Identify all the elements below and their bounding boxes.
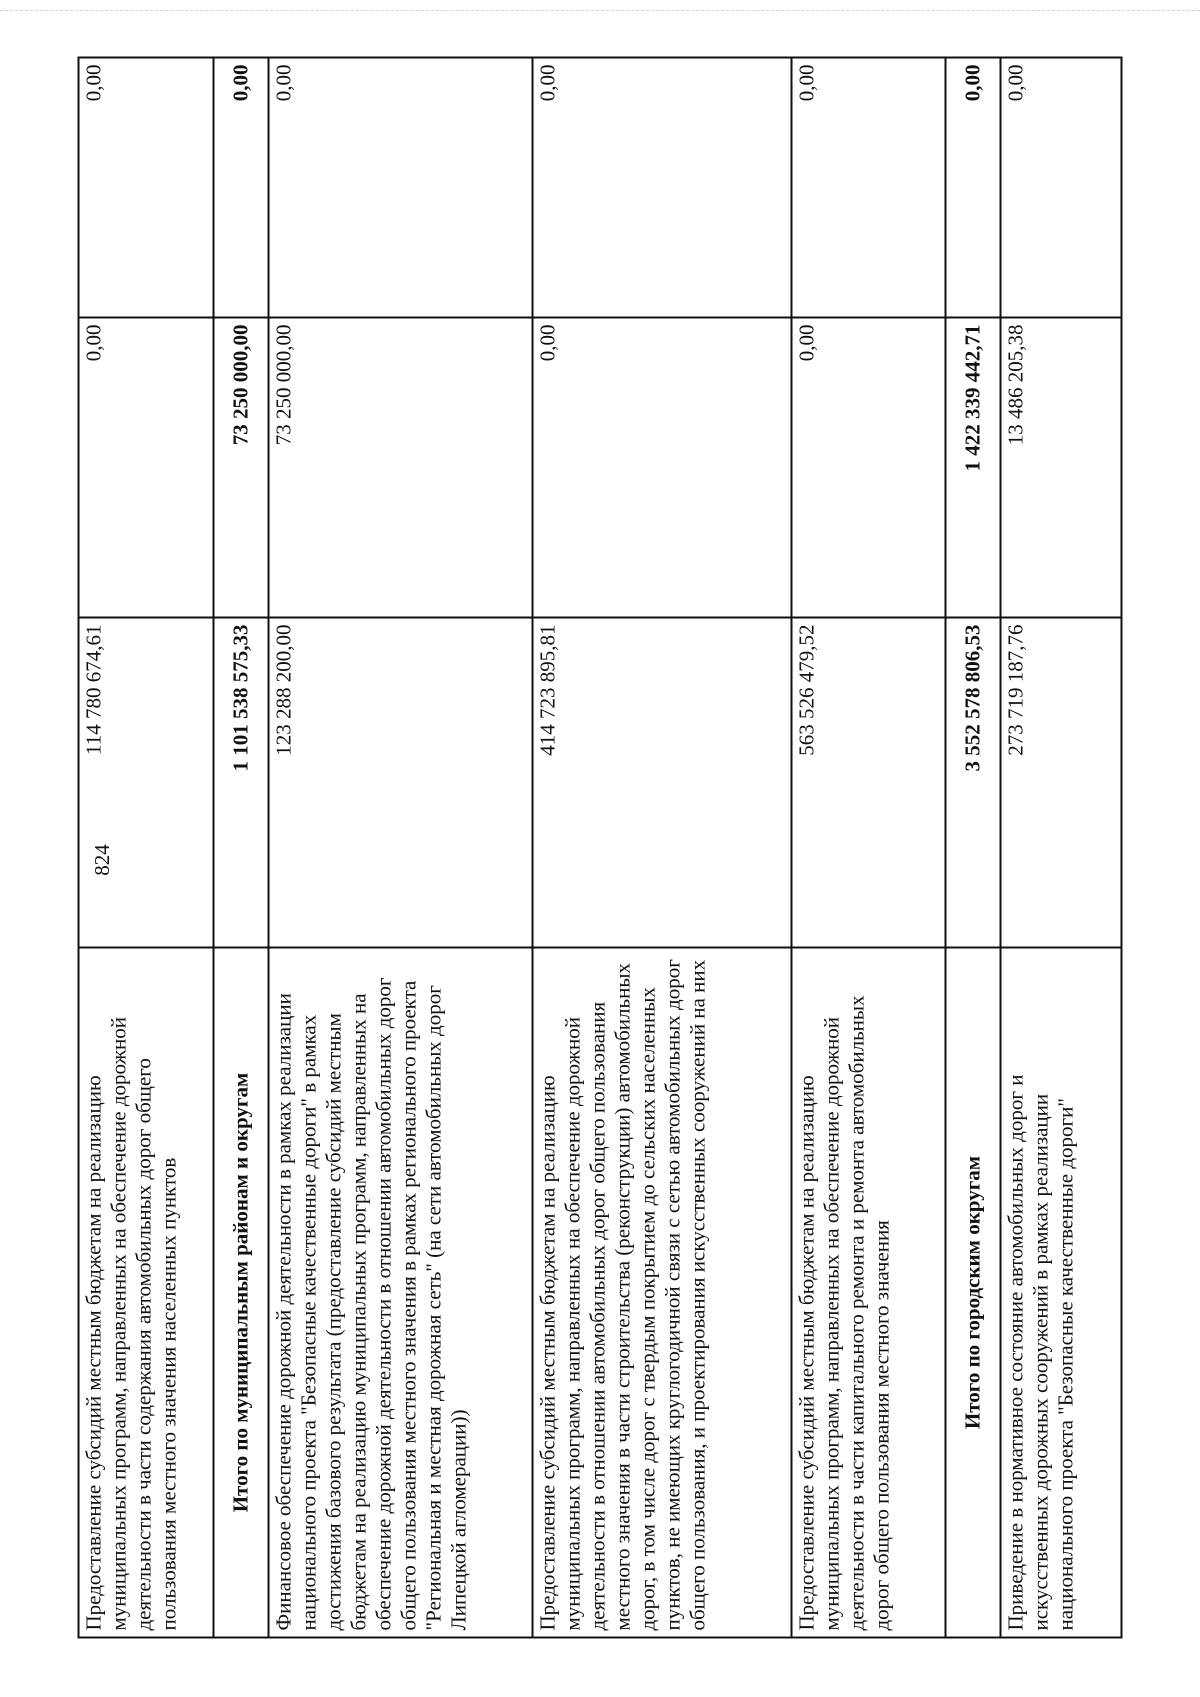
row-description: Приведение в нормативное состояние автомобильных дорог и искусственных дорожных сооружений в рамках реализации национального проекта "Безопасные качественные дороги" [1000,948,1121,1638]
rotated-table-container [78,59,1123,1639]
row-description: Предоставление субсидий местным бюджетам на реализацию муниципальных программ, направленных на обеспечение дорожной деятельности в отношении автомобильных дорог общего пользования местного значения в части строительства (реконструкции) автомобильных дорог, в том числе дорог с твердым покрытием до сельских населенных пунктов, не имеющих круглогодичной связи с сетью автомобильных дорог общего пользования, и проектирования искусственных сооружений на них [532,948,791,1638]
table-row [79,58,214,1638]
row-value-col3: 0,00 [792,318,945,618]
total-label: Итого по муниципальным районам и округам [214,948,269,1638]
row-description: Предоставление субсидий местным бюджетам на реализацию муниципальных программ, направленных на обеспечение дорожной деятельности в части капитального ремонта и ремонта автомобильных дорог общего пользования местного значения [792,948,945,1638]
total-value-col2: 3 552 578 806,53 [945,618,1000,948]
total-value-col4: 0,00 [214,58,269,318]
table-row [269,58,532,1638]
row-value-col3: 0,00 [532,318,791,618]
table-row [792,58,945,1638]
row-value-col3: 0,00 [79,318,214,618]
total-row [214,58,269,1638]
table-row [532,58,791,1638]
row-description: Предоставление субсидий местным бюджетам на реализацию муниципальных программ, направленных на обеспечение дорожной деятельности в части содержания автомобильных дорог общего пользования местного значения населенных пунктов [79,948,214,1638]
row-value-col4: 0,00 [792,58,945,318]
total-value-col4: 0,00 [945,58,1000,318]
row-value-col4: 0,00 [269,58,532,318]
row-value-col2: 563 526 479,52 [792,618,945,948]
total-row [945,58,1000,1638]
total-value-col3: 73 250 000,00 [214,318,269,618]
table-row [1000,58,1121,1638]
page-number: 824 [90,844,114,876]
row-value-col3: 13 486 205,38 [1000,318,1121,618]
row-value-col4: 0,00 [79,58,214,318]
page-top-border [0,10,1200,11]
total-value-col2: 1 101 538 575,33 [214,618,269,948]
row-value-col2: 123 288 200,00 [269,618,532,948]
row-value-col4: 0,00 [532,58,791,318]
row-value-col4: 0,00 [1000,58,1121,318]
row-value-col3: 73 250 000,00 [269,318,532,618]
total-label: Итого по городским округам [945,948,1000,1638]
row-value-col2: 414 723 895,81 [532,618,791,948]
row-description: Финансовое обеспечение дорожной деятельности в рамках реализации национального проекта "Безопасные качественные дороги" в рамках достижения базового результата (предоставление субсидий местным бюджетам на реализацию муниципальных программ, направленных на обеспечение дорожной деятельности в отношении автомобильных дорог общего пользования местного значения в рамках регионального проекта "Региональная и местная дорожная сеть" (на сети автомобильных дорог Липецкой агломерации)) [269,948,532,1638]
total-value-col3: 1 422 339 442,71 [945,318,1000,618]
budget-table [78,57,1123,1639]
row-value-col2: 273 719 187,76 [1000,618,1121,948]
row-value-col2: 114 780 674,61 [79,618,214,948]
